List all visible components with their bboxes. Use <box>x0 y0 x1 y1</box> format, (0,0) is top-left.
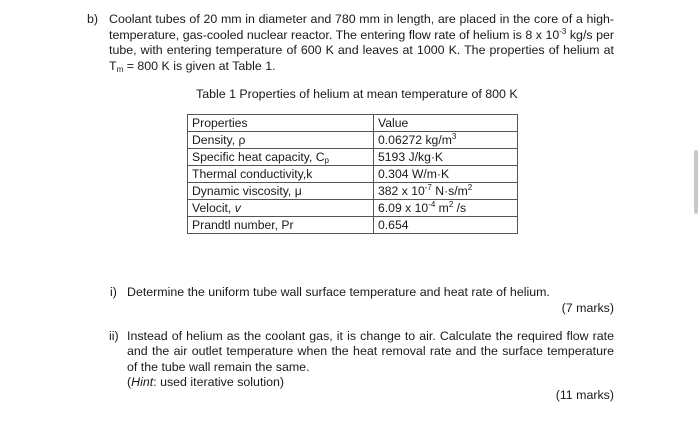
property-value: 382 x $10^{-7}$ $N\cdot s/m^2$ <box>374 183 518 200</box>
table-row <box>188 217 518 234</box>
table-caption: Table 1 Properties of helium at mean temperature of 800 K <box>196 87 518 101</box>
property-value: 0.304 W/m·K <box>374 166 518 183</box>
property-value: 6.09 x $10^{-4}$ $m^2$ /s <box>374 200 518 217</box>
part-i-marks: (7 marks) <box>561 301 614 315</box>
property-value: 5193 J/kg·K <box>374 149 518 166</box>
part-ii-marks: (11 marks) <box>555 388 614 402</box>
part-ii-label: ii) <box>109 329 119 343</box>
part-ii-hint: (Hint: used iterative solution) <box>127 375 285 390</box>
part-ii-body <box>127 329 614 391</box>
property-value: 0.654 <box>374 217 518 234</box>
hint-word: Hint <box>131 375 154 390</box>
property-name: Thermal conductivity,k <box>188 166 374 183</box>
header-properties: Properties <box>188 115 374 132</box>
property-name: Specific heat capacity, $C_p$ <box>188 149 374 166</box>
table-row <box>188 166 518 183</box>
scrollbar[interactable] <box>694 150 698 214</box>
part-i-label: i) <box>110 285 117 299</box>
part-i-text: Determine the uniform tube wall surface temperature and heat rate of helium. <box>127 285 550 299</box>
property-value: 0.06272 $kg/m^3$ <box>374 132 518 149</box>
properties-table <box>187 114 518 234</box>
property-name: Density, ρ <box>188 132 374 149</box>
table-row <box>188 149 518 166</box>
table-header-row <box>188 115 518 132</box>
property-name: Prandtl number, Pr <box>188 217 374 234</box>
header-value: Value <box>374 115 518 132</box>
part-ii-text: Instead of helium as the coolant gas, it is change to air. Calculate the required flow rate and the air outlet temperature when the heat removal rate and the surface temperature of the tube wall remain the same. <box>127 329 614 374</box>
table-row <box>188 200 518 217</box>
question-label: b) <box>87 12 99 26</box>
question-intro: Coolant tubes of 20 mm in diameter and 780 mm in length, are placed in the core of a high-temperature, gas-cooled nuclear reactor. The entering flow rate of helium is 8 x $10^{-3}$ kg/s per tube, with entering temperature of 600 K and leaves at 1000 K. The properties of helium at $T_m = 800$ K is given at Table 1. <box>109 12 614 74</box>
table-row <box>188 183 518 200</box>
property-name: Dynamic viscosity, μ <box>188 183 374 200</box>
property-name: Velocit, v <box>188 200 374 217</box>
hint-rest: : used iterative solution) <box>153 375 285 390</box>
table-row <box>188 132 518 149</box>
